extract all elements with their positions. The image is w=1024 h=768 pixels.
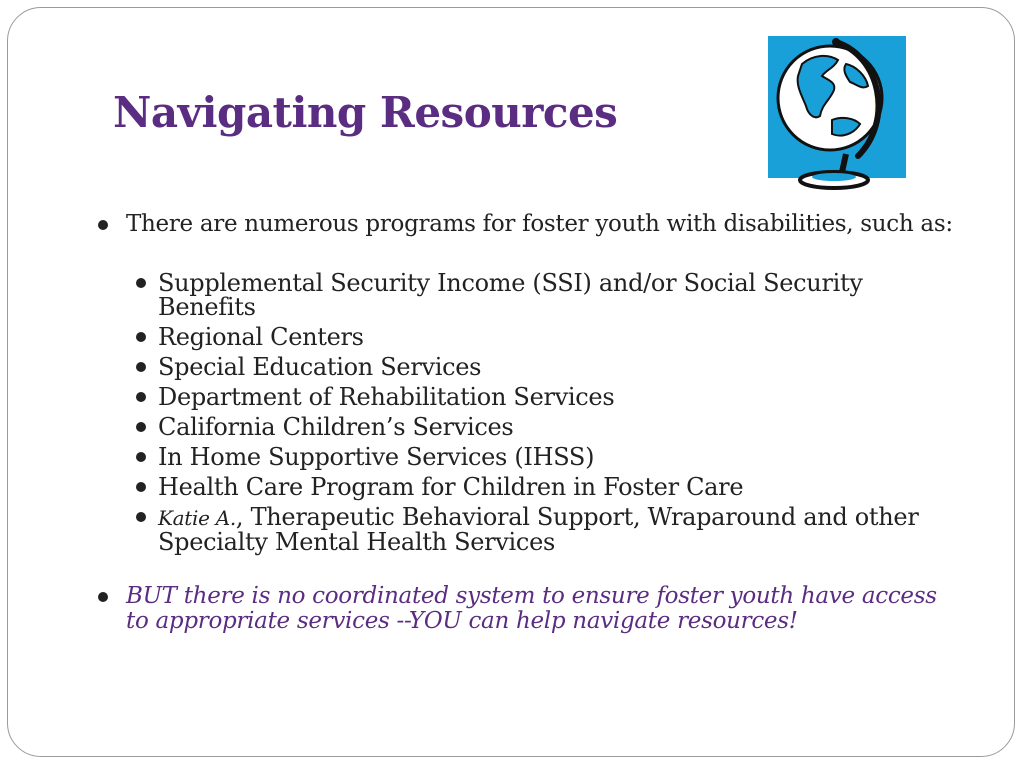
list-item: Health Care Program for Children in Foster Care: [96, 475, 956, 499]
bullet-dot-icon: [98, 592, 108, 602]
intro-bullet: [96, 212, 956, 237]
slide-content: [96, 212, 956, 634]
bullet-dot-icon: [136, 512, 146, 522]
bullet-dot-icon: [136, 278, 146, 288]
slide-title: Navigating Resources: [113, 88, 618, 137]
globe-icon: [762, 24, 910, 196]
bullet-dot-icon: [136, 482, 146, 492]
list-item: California Children’s Services: [96, 415, 956, 439]
list-item: In Home Supportive Services (IHSS): [96, 445, 956, 469]
katie-a-label: Katie A.: [158, 506, 236, 530]
list-item: Department of Rehabilitation Services: [96, 385, 956, 409]
closing-bullet: [96, 584, 956, 634]
bullet-dot-icon: [136, 362, 146, 372]
list-item: Special Education Services: [96, 355, 956, 379]
program-list: [96, 271, 956, 554]
closing-text: BUT there is no coordinated system to ensure foster youth have access to appropriate services --YOU can help navigate resources!: [126, 583, 937, 634]
list-item: Supplemental Security Income (SSI) and/or Social Security Benefits: [96, 271, 956, 319]
list-item: Katie A., Therapeutic Behavioral Support, Wraparound and other Specialty Mental Health Services: [96, 505, 956, 554]
bullet-dot-icon: [98, 220, 108, 230]
bullet-dot-icon: [136, 332, 146, 342]
intro-text: There are numerous programs for foster youth with disabilities, such as:: [126, 211, 953, 237]
bullet-dot-icon: [136, 392, 146, 402]
bullet-dot-icon: [136, 422, 146, 432]
list-item: Regional Centers: [96, 325, 956, 349]
bullet-dot-icon: [136, 452, 146, 462]
